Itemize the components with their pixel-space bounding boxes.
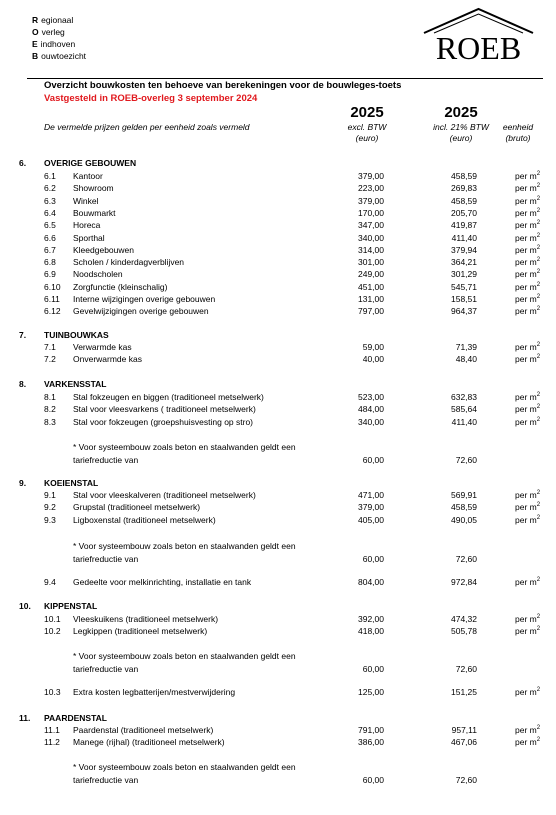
reduction-excl-vat: 60,00	[362, 775, 384, 785]
unit-label: per $m^2$	[515, 171, 541, 181]
col-excl-unit: (euro)	[355, 133, 379, 143]
price-excl-vat: 451,00	[358, 281, 384, 292]
table-row	[0, 577, 556, 589]
reduction-incl-vat: 72,60	[455, 554, 477, 564]
row-description: Bouwmarkt	[73, 207, 116, 218]
table-row	[0, 515, 556, 527]
table-row	[0, 417, 556, 429]
price-incl-vat: 490,05	[451, 514, 477, 525]
col-unit-label: eenheid	[502, 122, 534, 132]
price-incl-vat: 151,25	[451, 687, 477, 697]
price-excl-vat: 249,00	[358, 269, 384, 280]
price-incl-vat: 569,91	[451, 490, 477, 500]
price-excl-vat: 340,00	[358, 232, 384, 243]
section-title: KIPPENSTAL	[44, 601, 98, 611]
table-row	[0, 183, 556, 195]
table-row	[0, 245, 556, 257]
row-code: 6.7	[44, 244, 56, 255]
section-number: 8.	[19, 379, 27, 389]
section-number: 6.	[19, 158, 27, 168]
reduction-incl-vat: 72,60	[455, 455, 477, 465]
price-excl-vat: 170,00	[358, 207, 384, 218]
table-row	[0, 404, 556, 416]
row-description: Sporthal	[73, 232, 105, 243]
row-description: Stal voor fokzeugen (groepshuisvesting op stro)	[73, 416, 254, 427]
row-code: 8.1	[44, 392, 56, 402]
price-excl-vat: 804,00	[358, 577, 384, 587]
row-description: Kleedgebouwen	[73, 244, 134, 255]
row-description: Interne wijzigingen overige gebouwen	[73, 294, 216, 304]
table-row	[0, 392, 556, 404]
note-text: * Voor systeembouw zoals beton en staalwanden geldt een	[73, 762, 296, 772]
price-incl-vat: 467,06	[451, 737, 477, 748]
row-code: 9.1	[44, 490, 56, 500]
table-row	[0, 269, 556, 281]
reduction-excl-vat: 60,00	[362, 455, 384, 465]
table-row	[0, 502, 556, 514]
row-description: Verwarmde kas	[73, 342, 132, 352]
price-excl-vat: 418,00	[358, 626, 384, 637]
table-row	[0, 354, 556, 366]
row-description: Gevelwijzigingen overige gebouwen	[73, 306, 209, 317]
unit-label: per $m^2$	[515, 392, 541, 402]
row-code: 6.3	[44, 195, 56, 206]
row-description: Stal voor vleesvarkens ( traditioneel metselwerk)	[73, 404, 256, 415]
row-description: Onverwarmde kas	[73, 354, 142, 365]
price-incl-vat: 364,21	[451, 257, 477, 268]
price-incl-vat: 964,37	[451, 306, 477, 317]
row-code: 6.11	[44, 294, 60, 304]
price-excl-vat: 471,00	[358, 490, 384, 500]
price-incl-vat: 545,71	[451, 281, 477, 292]
price-excl-vat: 59,00	[362, 342, 384, 352]
price-excl-vat: 484,00	[358, 404, 384, 415]
table-row	[0, 208, 556, 220]
price-excl-vat: 40,00	[362, 354, 384, 365]
row-description: Gedeelte voor melkinrichting, installatie en tank	[73, 577, 252, 587]
price-incl-vat: 205,70	[451, 207, 477, 218]
brand-line-b: B ouwtoezicht	[32, 51, 87, 61]
row-code: 9.3	[44, 514, 56, 525]
unit-label: per $m^2$	[515, 514, 541, 525]
note-text: * Voor systeembouw zoals beton en staalwanden geldt een	[73, 442, 296, 452]
row-description: Grupstal (traditioneel metselwerk)	[73, 502, 201, 513]
unit-label: per $m^2$	[515, 614, 541, 624]
row-code: 7.2	[44, 354, 56, 365]
price-incl-vat: 419,87	[451, 220, 477, 231]
row-code: 6.10	[44, 281, 61, 292]
table-row	[0, 342, 556, 354]
unit-label: per $m^2$	[515, 195, 541, 206]
unit-label: per $m^2$	[515, 725, 541, 735]
price-excl-vat: 379,00	[358, 171, 384, 181]
brand-line-e: E indhoven	[32, 39, 76, 49]
unit-label: per $m^2$	[515, 257, 541, 268]
col-incl-year: 2025	[444, 104, 478, 121]
price-excl-vat: 392,00	[358, 614, 384, 624]
price-excl-vat: 301,00	[358, 257, 384, 268]
row-description: Paardenstal (traditioneel metselwerk)	[73, 725, 214, 735]
price-incl-vat: 71,39	[455, 342, 477, 352]
section-number: 9.	[19, 478, 27, 488]
row-code: 9.4	[44, 577, 56, 587]
section-title: OVERIGE GEBOUWEN	[44, 158, 137, 168]
row-description: Stal fokzeugen en biggen (traditioneel metselwerk)	[73, 392, 264, 402]
row-description: Ligboxenstal (traditioneel metselwerk)	[73, 514, 216, 525]
reduction-incl-vat: 72,60	[455, 664, 477, 674]
row-description: Scholen / kinderdagverblijven	[73, 257, 185, 268]
table-row	[0, 220, 556, 232]
price-incl-vat: 474,32	[451, 614, 477, 624]
table-row	[0, 725, 556, 737]
row-code: 9.2	[44, 502, 56, 513]
row-code: 10.1	[44, 614, 61, 624]
row-description: Showroom	[73, 183, 114, 194]
price-incl-vat: 458,59	[451, 171, 477, 181]
row-description: Legkippen (traditioneel metselwerk)	[73, 626, 208, 637]
section-number: 10.	[19, 601, 31, 611]
table-row	[0, 282, 556, 294]
note-text-reduction: tariefreductie van	[73, 554, 139, 564]
price-excl-vat: 379,00	[358, 195, 384, 206]
row-code: 6.9	[44, 269, 56, 280]
table-row	[0, 614, 556, 626]
intro-text: De vermelde prijzen gelden per eenheid zoals vermeld	[44, 122, 250, 132]
price-incl-vat: 411,40	[451, 416, 477, 427]
note-text-reduction: tariefreductie van	[73, 455, 139, 465]
col-incl-label: incl. 21% BTW	[433, 122, 489, 132]
price-incl-vat: 379,94	[451, 244, 477, 255]
note-text-reduction: tariefreductie van	[73, 775, 139, 785]
unit-label: per $m^2$	[515, 490, 541, 500]
price-excl-vat: 131,00	[358, 294, 384, 304]
section-title: PAARDENSTAL	[44, 713, 107, 723]
table-row	[0, 490, 556, 502]
row-code: 6.5	[44, 220, 56, 231]
row-code: 11.1	[44, 725, 60, 735]
price-excl-vat: 405,00	[358, 514, 384, 525]
unit-label: per $m^2$	[515, 626, 541, 637]
price-incl-vat: 48,40	[455, 354, 477, 365]
unit-label: per $m^2$	[515, 577, 541, 587]
unit-label: per $m^2$	[515, 294, 541, 304]
row-code: 7.1	[44, 342, 56, 352]
price-incl-vat: 158,51	[451, 294, 477, 304]
unit-label: per $m^2$	[515, 232, 541, 243]
reduction-excl-vat: 60,00	[362, 664, 384, 674]
unit-label: per $m^2$	[515, 502, 541, 513]
table-row	[0, 737, 556, 749]
price-excl-vat: 523,00	[358, 392, 384, 402]
unit-label: per $m^2$	[515, 342, 541, 352]
row-description: Extra kosten legbatterijen/mestverwijdering	[73, 687, 236, 697]
price-excl-vat: 386,00	[358, 737, 384, 748]
price-incl-vat: 301,29	[451, 269, 477, 280]
unit-label: per $m^2$	[515, 207, 541, 218]
section-title: VARKENSSTAL	[44, 379, 107, 389]
row-description: Horeca	[73, 220, 101, 231]
row-code: 11.2	[44, 737, 60, 748]
row-description: Noodscholen	[73, 269, 123, 280]
row-code: 6.1	[44, 171, 56, 181]
table-row	[0, 257, 556, 269]
price-incl-vat: 632,83	[451, 392, 477, 402]
price-incl-vat: 458,59	[451, 195, 477, 206]
section-title: KOEIENSTAL	[44, 478, 99, 488]
row-description: Winkel	[73, 195, 99, 206]
unit-label: per $m^2$	[515, 687, 541, 697]
row-code: 6.4	[44, 207, 56, 218]
row-description: Manege (rijhal) (traditioneel metselwerk)	[73, 737, 225, 748]
note-text: * Voor systeembouw zoals beton en staalwanden geldt een	[73, 541, 296, 551]
price-excl-vat: 379,00	[358, 502, 384, 513]
brand-line-r: R egionaal	[32, 15, 74, 25]
reduction-incl-vat: 72,60	[455, 775, 477, 785]
col-excl-year: 2025	[350, 104, 384, 121]
col-incl-unit: (euro)	[449, 133, 473, 143]
unit-label: per $m^2$	[515, 183, 541, 194]
row-code: 10.3	[44, 687, 61, 697]
brand-line-o: O verleg	[32, 27, 65, 37]
row-code: 8.2	[44, 404, 56, 415]
unit-label: per $m^2$	[515, 404, 541, 415]
table-row	[0, 233, 556, 245]
reduction-excl-vat: 60,00	[362, 554, 384, 564]
table-row	[0, 687, 556, 699]
section-number: 7.	[19, 330, 27, 340]
price-incl-vat: 957,11	[451, 725, 477, 735]
price-incl-vat: 505,78	[451, 626, 477, 637]
table-row	[0, 294, 556, 306]
price-excl-vat: 223,00	[358, 183, 384, 194]
col-unit-bruto: (bruto)	[505, 133, 531, 143]
table-row	[0, 306, 556, 318]
page-title: Overzicht bouwkosten ten behoeve van berekeningen voor de bouwleges-toets	[44, 80, 402, 91]
row-description: Stal voor vleeskalveren (traditioneel metselwerk)	[73, 490, 256, 500]
row-code: 6.8	[44, 257, 56, 268]
unit-label: per $m^2$	[515, 416, 541, 427]
row-code: 6.12	[44, 306, 61, 317]
page-subtitle: Vastgesteld in ROEB-overleg 3 september 2024	[44, 93, 258, 104]
row-code: 8.3	[44, 416, 56, 427]
section-number: 11.	[19, 713, 31, 723]
row-description: Vleeskuikens (traditioneel metselwerk)	[73, 614, 219, 624]
price-excl-vat: 791,00	[358, 725, 384, 735]
price-incl-vat: 585,64	[451, 404, 477, 415]
price-excl-vat: 314,00	[358, 244, 384, 255]
table-row	[0, 171, 556, 183]
price-excl-vat: 340,00	[358, 416, 384, 427]
unit-label: per $m^2$	[515, 269, 541, 280]
header-divider	[27, 78, 543, 79]
section-title: TUINBOUWKAS	[44, 330, 109, 340]
unit-label: per $m^2$	[515, 220, 541, 231]
unit-label: per $m^2$	[515, 737, 541, 748]
note-text: * Voor systeembouw zoals beton en staalwanden geldt een	[73, 651, 296, 661]
note-text-reduction: tariefreductie van	[73, 664, 139, 674]
unit-label: per $m^2$	[515, 244, 541, 255]
row-description: Zorgfunctie (kleinschalig)	[73, 281, 168, 292]
row-code: 6.6	[44, 232, 56, 243]
price-excl-vat: 347,00	[358, 220, 384, 231]
row-code: 10.2	[44, 626, 61, 637]
table-row	[0, 196, 556, 208]
price-incl-vat: 458,59	[451, 502, 477, 513]
logo-text: ROEB	[435, 30, 522, 66]
price-incl-vat: 269,83	[451, 183, 477, 194]
price-excl-vat: 125,00	[358, 687, 384, 697]
row-description: Kantoor	[73, 171, 103, 181]
price-excl-vat: 797,00	[358, 306, 384, 317]
table-row	[0, 626, 556, 638]
col-excl-label: excl. BTW	[347, 122, 387, 132]
price-incl-vat: 411,40	[451, 232, 477, 243]
row-code: 6.2	[44, 183, 56, 194]
unit-label: per $m^2$	[515, 354, 541, 365]
roeb-logo	[422, 6, 535, 64]
unit-label: per $m^2$	[515, 281, 541, 292]
price-incl-vat: 972,84	[451, 577, 477, 587]
unit-label: per $m^2$	[515, 306, 541, 317]
